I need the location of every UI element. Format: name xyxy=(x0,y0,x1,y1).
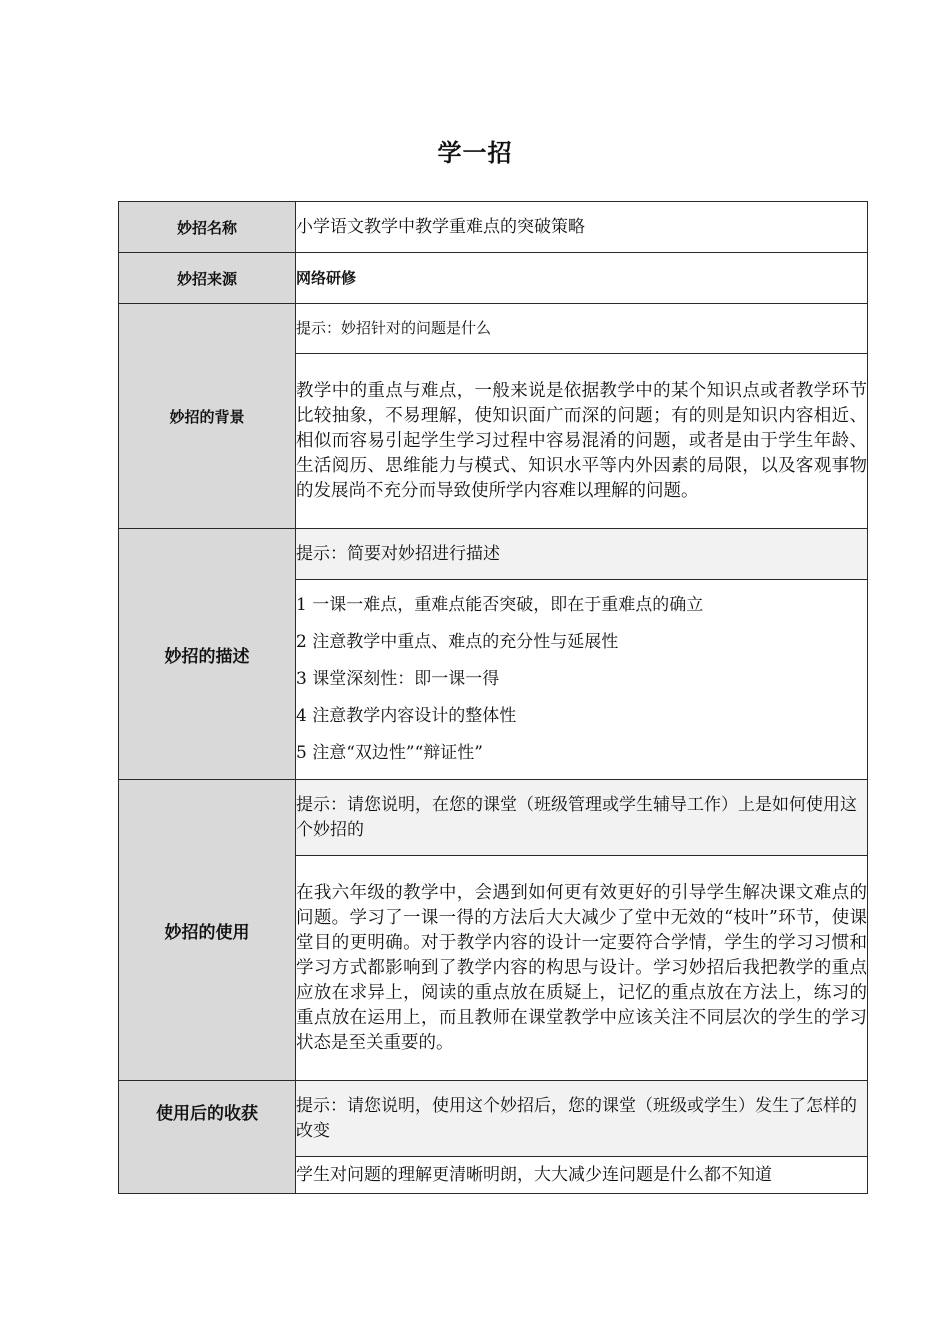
text-tip-usage: 在我六年级的教学中，会遇到如何更有效更好的引导学生解决课文难点的问题。学习了一课一得的方法后大大减少了堂中无效的“枝叶”环节，使课堂目的更明确。对于教学内容的设计一定要符合学情，学生的学习习惯和学习方式都影响到了教学内容的构思与设计。学习妙招后我把教学的重点应放在求异上，阅读的重点放在质疑上，记忆的重点放在方法上，练习的重点放在运用上，而且教师在课堂教学中应该关注不同层次的学生的学习状态是至关重要的。 xyxy=(296,856,868,1081)
prompt-tip-usage: 提示：请您说明，在您的课堂（班级管理或学生辅导工作）上是如何使用这个妙招的 xyxy=(296,780,868,856)
label-tip-usage: 妙招的使用 xyxy=(119,780,296,1081)
text-tip-background: 教学中的重点与难点，一般来说是依据教学中的某个知识点或者教学环节比较抽象，不易理解，使知识面广而深的问题；有的则是知识内容相近、相似而容易引起学生学习过程中容易混淆的问题，或者是由于学生年龄、生活阅历、思维能力与模式、知识水平等内外因素的局限，以及客观事物的发展尚不充分而导致使所学内容难以理解的问题。 xyxy=(296,354,868,529)
description-item: 4 注意教学内容设计的整体性 xyxy=(296,706,517,726)
description-list xyxy=(296,580,868,780)
row-source xyxy=(119,253,868,304)
label-tip-gain: 使用后的收获 xyxy=(119,1081,296,1194)
row-description-prompt xyxy=(119,529,868,580)
description-item: 2 注意教学中重点、难点的充分性与延展性 xyxy=(296,632,619,652)
row-background-prompt xyxy=(119,304,868,354)
prompt-tip-description: 提示：简要对妙招进行描述 xyxy=(296,529,868,580)
text-tip-gain: 学生对问题的理解更清晰明朗，大大减少连问题是什么都不知道 xyxy=(296,1157,868,1194)
row-name xyxy=(119,202,868,253)
label-tip-background: 妙招的背景 xyxy=(119,304,296,529)
row-usage-prompt xyxy=(119,780,868,856)
document-title: 学一招 xyxy=(437,139,513,167)
label-tip-name: 妙招名称 xyxy=(119,202,296,253)
value-tip-name: 小学语文教学中教学重难点的突破策略 xyxy=(296,202,868,253)
label-tip-source: 妙招来源 xyxy=(119,253,296,304)
description-item: 1 一课一难点，重难点能否突破，即在于重难点的确立 xyxy=(296,595,704,615)
label-tip-description: 妙招的描述 xyxy=(119,529,296,780)
value-tip-source: 网络研修 xyxy=(296,253,868,304)
row-gain-prompt xyxy=(119,1081,868,1157)
description-item: 5 注意“双边性”“辩证性” xyxy=(296,743,483,763)
prompt-tip-gain: 提示：请您说明，使用这个妙招后，您的课堂（班级或学生）发生了怎样的改变 xyxy=(296,1081,868,1157)
prompt-tip-background: 提示：妙招针对的问题是什么 xyxy=(296,304,868,354)
description-item: 3 课堂深刻性：即一课一得 xyxy=(296,669,500,689)
tip-form-table xyxy=(118,201,868,1194)
